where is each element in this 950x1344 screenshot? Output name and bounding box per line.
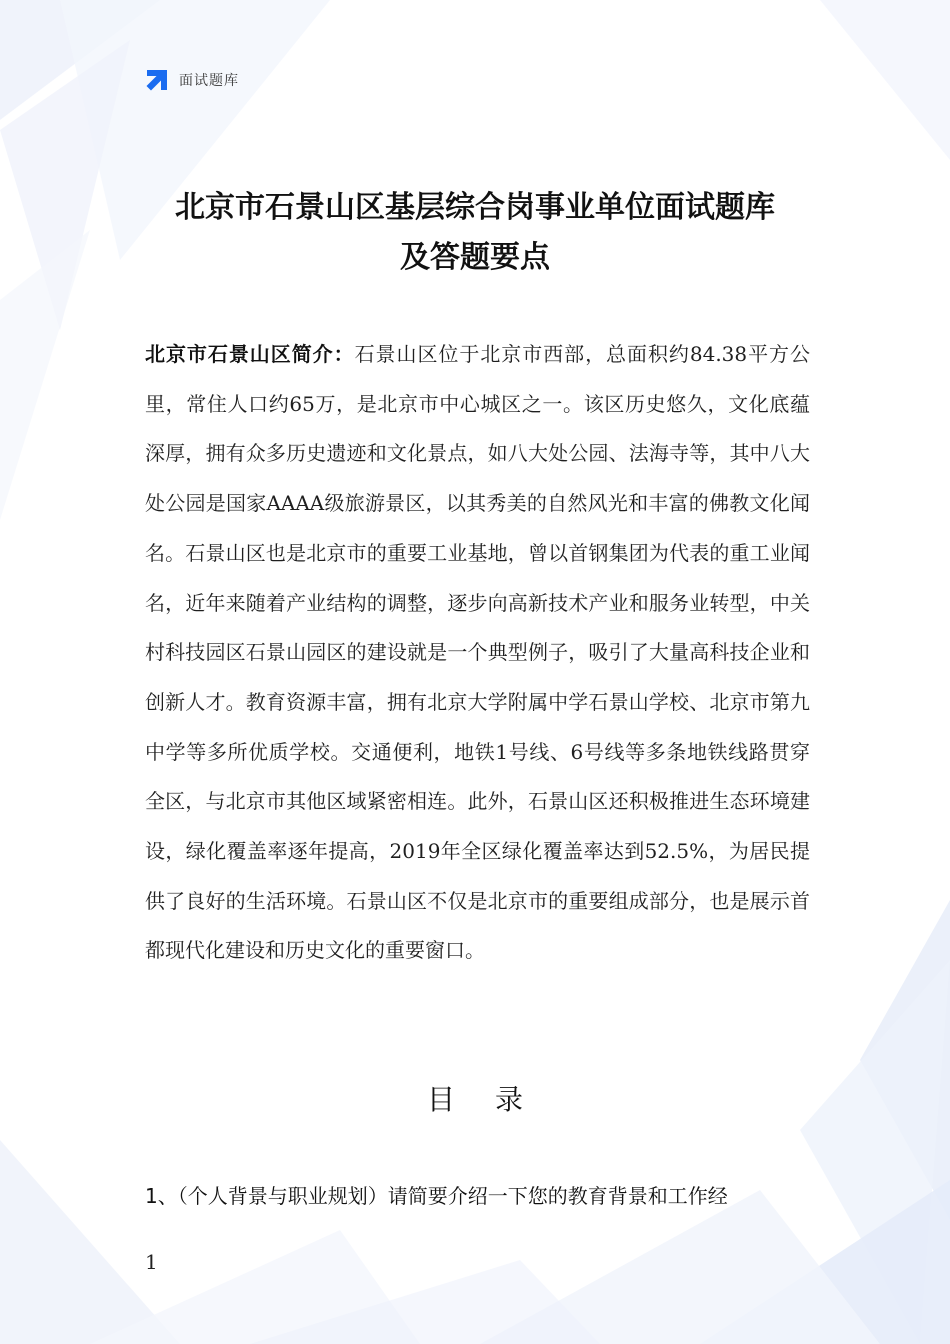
document-title-line-1: 北京市石景山区基层综合岗事业单位面试题库 [175,190,775,225]
intro-label: 北京市石景山区简介： [145,342,355,366]
intro-paragraph [145,330,810,976]
brand-name: 面试题库 [179,73,239,89]
document-title-line-2: 及答题要点 [400,240,550,275]
brand-header [145,68,239,92]
toc-item-1[interactable]: 1、（个人背景与职业规划）请简要介绍一下您的教育背景和工作经 [145,1184,728,1208]
arrow-up-right-icon [145,68,169,92]
page-number: 1 [145,1250,158,1274]
intro-body: 石景山区位于北京市西部，总面积约84.38平方公里，常住人口约65万，是北京市中心城区之一。该区历史悠久，文化底蕴深厚，拥有众多历史遗迹和文化景点，如八大处公园、法海寺等，其中八大处公园是国家AAAA级旅游景区，以其秀美的自然风光和丰富的佛教文化闻名。石景山区也是北京市的重要工业基地，曾以首钢集团为代表的重工业闻名，近年来随着产业结构的调整，逐步向高新技术产业和服务业转型，中关村科技园区石景山园区的建设就是一个典型例子，吸引了大量高科技企业和创新人才。教育资源丰富，拥有北京大学附属中学石景山学校、北京市第九中学等多所优质学校。交通便利，地铁1号线、6号线等多条地铁线路贯穿全区，与北京市其他区域紧密相连。此外，石景山区还积极推进生态环境建设，绿化覆盖率逐年提高，2019年全区绿化覆盖率达到52.5%，为居民提供了良好的生活环境。石景山区不仅是北京市的重要组成部分，也是展示首都现代化建设和历史文化的重要窗口。 [145,342,811,963]
toc-heading: 目录 [426,1083,563,1116]
